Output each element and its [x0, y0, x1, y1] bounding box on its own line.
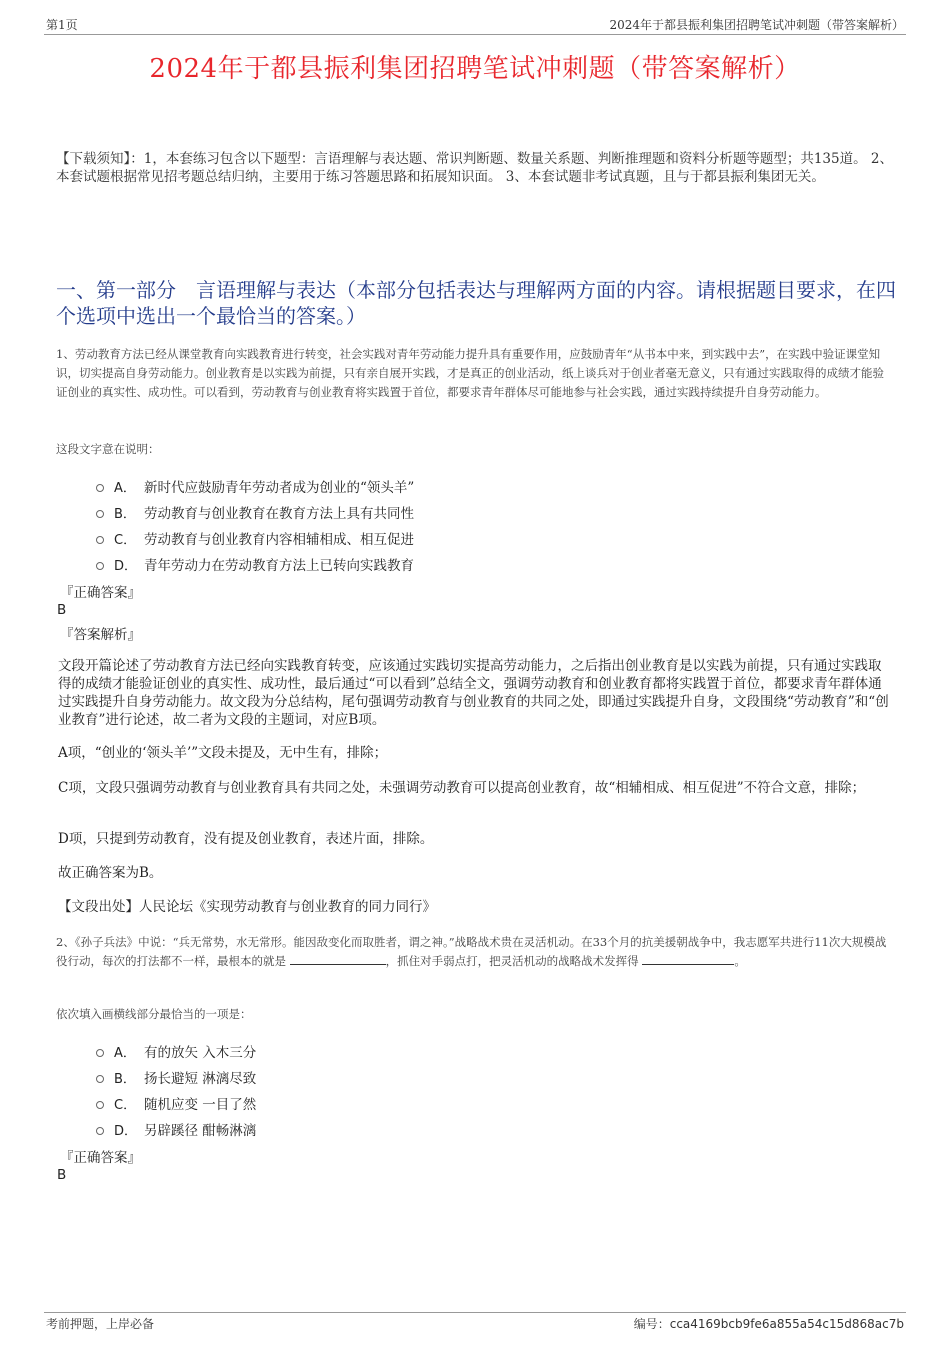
- footer-slogan: 考前押题，上岸必备: [46, 1317, 155, 1331]
- option-d[interactable]: D． 另辟蹊径 酣畅淋漓: [96, 1116, 256, 1142]
- radio-icon[interactable]: [96, 484, 104, 492]
- footer-code: 编号：cca4169bcb9fe6a855a54c15d868ac7b: [633, 1317, 904, 1331]
- radio-icon[interactable]: [96, 536, 104, 544]
- analysis-paragraph: 文段开篇论述了劳动教育方法已经向实践教育转变，应该通过实践切实提高劳动能力，之后指出创业教育是以实践为前提，只有通过实践取得的成绩才能验证创业的真实性、成功性，最后通过“可以看到”总结全文，强调劳动教育和创业教育都将实践置于首位，都要求青年群体通过实践提升自身劳动能力。故文段为分总结构，尾句强调劳动教育与创业教育的共同之处，即通过实践提升自身，文段围绕“劳动教育”和“创业教育”进行论述，故二者为文段的主题词，对应B项。: [58, 658, 889, 728]
- option-c[interactable]: C． 劳动教育与创业教育内容相辅相成、相互促进: [96, 525, 414, 551]
- fill-blank-2: [642, 952, 734, 965]
- fill-blank-1: [290, 952, 386, 965]
- question-1-stem: 1、劳动教育方法已经从课堂教育向实践教育进行转变，社会实践对青年劳动能力提升具有重要作用，应鼓励青年“从书本中来，到实践中去”，在实践中验证课堂知识，切实提高自身劳动能力。创业教育是以实践为前提，只有亲自展开实践，才是真正的创业活动，纸上谈兵对于创业者毫无意义，只有通过实践取得的成绩才能验证创业的真实性、成功性。可以看到，劳动教育与创业教育将实践置于首位，都要求青年群体尽可能地参与社会实践，通过实践持续提升自身劳动能力。: [56, 347, 884, 399]
- analysis-option-c: C项，文段只强调劳动教育与创业教育具有共同之处，未强调劳动教育可以提高创业教育，故“相辅相成、相互促进”不符合文意，排除；: [58, 780, 866, 796]
- question-2-stem: 2、《孙子兵法》中说：“兵无常势，水无常形。能因敌变化而取胜者，谓之神。”战略战术贵在灵活机动。在33个月的抗美援朝战争中，我志愿军共进行11次大规模战役行动，每次的打法都不一样，最根本的就是 ，抓住对手弱点打，把灵活机动的战略战术发挥得 。: [56, 935, 887, 968]
- header-divider: [44, 34, 906, 35]
- radio-icon[interactable]: [96, 1101, 104, 1109]
- option-d[interactable]: D． 青年劳动力在劳动教育方法上已转向实践教育: [96, 551, 414, 577]
- radio-icon[interactable]: [96, 562, 104, 570]
- radio-icon[interactable]: [96, 510, 104, 518]
- page-number: 第1页: [46, 18, 78, 32]
- answer-label: 『正确答案』: [60, 1150, 141, 1166]
- radio-icon[interactable]: [96, 1049, 104, 1057]
- radio-icon[interactable]: [96, 1075, 104, 1083]
- option-b[interactable]: B． 劳动教育与创业教育在教育方法上具有共同性: [96, 499, 414, 525]
- footer-divider: [44, 1312, 906, 1313]
- analysis-option-d: D项，只提到劳动教育，没有提及创业教育，表述片面，排除。: [58, 831, 434, 847]
- option-a[interactable]: A． 有的放矢 入木三分: [96, 1038, 256, 1064]
- section-heading: 一、第一部分 言语理解与表达（本部分包括表达与理解两方面的内容。请根据题目要求，在四个选项中选出一个最恰当的答案。）: [56, 278, 896, 328]
- analysis-source: 【文段出处】人民论坛《实现劳动教育与创业教育的同力同行》: [58, 899, 436, 915]
- answer-value: B: [57, 602, 67, 618]
- analysis-option-a: A项，“创业的‘领头羊’”文段未提及，无中生有，排除；: [58, 745, 388, 761]
- question-2-options: [96, 1038, 256, 1142]
- option-a[interactable]: A． 新时代应鼓励青年劳动者成为创业的“领头羊”: [96, 473, 414, 499]
- question-1-prompt: 这段文字意在说明：: [56, 442, 160, 456]
- header-doc-title: 2024年于都县振利集团招聘笔试冲刺题（带答案解析）: [609, 18, 904, 32]
- download-notice: 【下载须知】：1，本套练习包含以下题型：言语理解与表达题、常识判断题、数量关系题、判断推理题和资料分析题等题型；共135道。 2、本套试题根据常见招考题总结归纳，主要用于练习答题思路和拓展知识面。 3、本套试题非考试真题，且与于都县振利集团无关。: [56, 151, 893, 185]
- option-c[interactable]: C． 随机应变 一目了然: [96, 1090, 256, 1116]
- question-1-options: [96, 473, 414, 577]
- analysis-label: 『答案解析』: [60, 627, 141, 643]
- radio-icon[interactable]: [96, 1127, 104, 1135]
- analysis-conclusion: 故正确答案为B。: [58, 865, 163, 881]
- option-b[interactable]: B． 扬长避短 淋漓尽致: [96, 1064, 256, 1090]
- answer-label: 『正确答案』: [60, 585, 141, 601]
- question-2-prompt: 依次填入画横线部分最恰当的一项是：: [56, 1007, 252, 1021]
- answer-value: B: [57, 1167, 67, 1183]
- page-title: 2024年于都县振利集团招聘笔试冲刺题（带答案解析）: [149, 54, 801, 84]
